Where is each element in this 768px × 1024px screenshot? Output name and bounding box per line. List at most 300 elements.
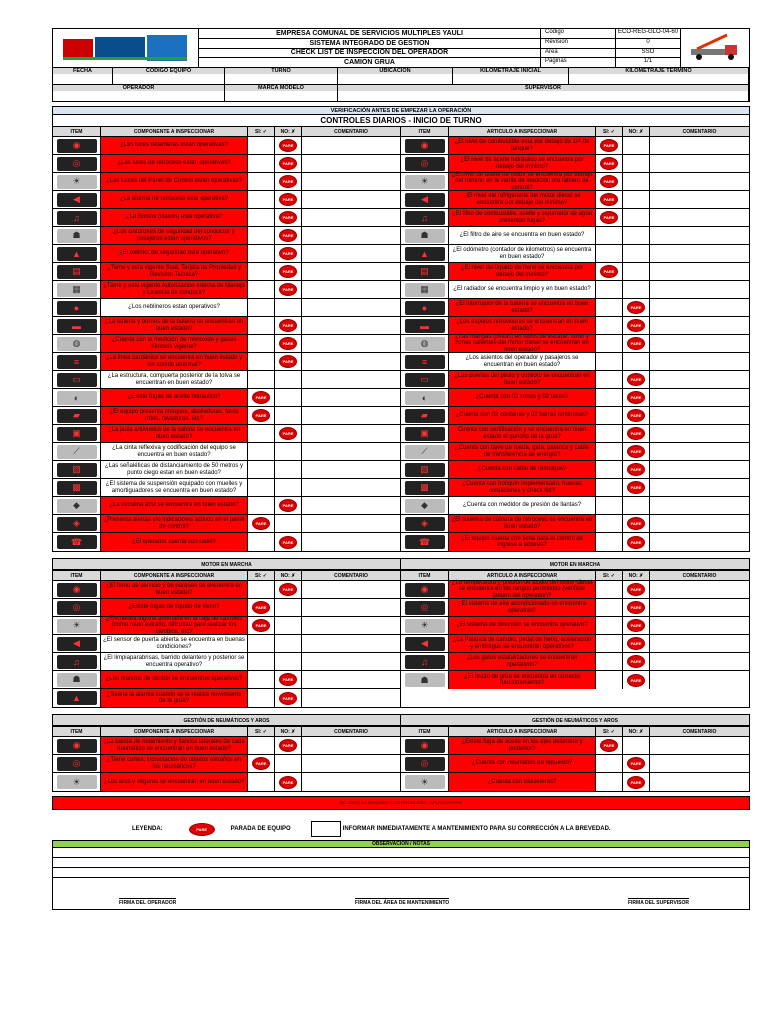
- field-value[interactable]: [338, 91, 749, 101]
- comment-field[interactable]: [650, 671, 749, 689]
- checklist-row: [401, 617, 749, 635]
- inspection-question: ¿La jaula antivuelco de la cabina se encuentra en buen estado?: [101, 425, 248, 442]
- meta-key: Revision: [541, 39, 616, 48]
- no-checkbox[interactable]: [275, 317, 302, 334]
- yes-checkbox[interactable]: [248, 617, 275, 634]
- comment-field[interactable]: [302, 425, 400, 442]
- yes-checkbox[interactable]: [596, 671, 623, 689]
- yes-checkbox[interactable]: [248, 209, 275, 226]
- stop-sign-text: PARE: [282, 341, 294, 346]
- comment-field[interactable]: [650, 773, 749, 791]
- field-label: KILOMETRAJE TERMINO: [569, 68, 749, 74]
- yes-checkbox[interactable]: [596, 191, 623, 208]
- yes-checkbox[interactable]: [248, 335, 275, 352]
- yes-checkbox[interactable]: [596, 497, 623, 514]
- yes-checkbox[interactable]: [248, 689, 275, 707]
- comment-field[interactable]: [302, 335, 400, 352]
- checklist-row: [53, 617, 400, 635]
- yes-checkbox[interactable]: [248, 581, 275, 598]
- no-checkbox[interactable]: [275, 407, 302, 424]
- yes-checkbox[interactable]: [248, 461, 275, 478]
- comment-field[interactable]: [302, 617, 400, 634]
- comment-field[interactable]: [650, 737, 749, 754]
- comment-field[interactable]: [650, 599, 749, 616]
- checklist-row: [53, 371, 400, 389]
- comment-field[interactable]: [650, 461, 749, 478]
- comment-field[interactable]: [302, 671, 400, 688]
- item-icon-cell: [53, 737, 101, 754]
- yes-checkbox[interactable]: [248, 263, 275, 280]
- stop-sign-icon: [600, 175, 618, 188]
- checklist-row: [401, 137, 749, 155]
- no-checkbox[interactable]: [275, 671, 302, 688]
- no-checkbox[interactable]: [275, 389, 302, 406]
- comment-field[interactable]: [650, 533, 749, 551]
- field-value[interactable]: [225, 91, 338, 101]
- no-checkbox[interactable]: [275, 755, 302, 772]
- column-header: SI: ✓: [248, 571, 275, 580]
- yes-checkbox[interactable]: [248, 281, 275, 298]
- yes-checkbox[interactable]: [596, 773, 623, 791]
- no-checkbox[interactable]: [275, 281, 302, 298]
- no-checkbox[interactable]: [275, 353, 302, 370]
- no-checkbox[interactable]: [623, 599, 650, 616]
- yes-checkbox[interactable]: [248, 227, 275, 244]
- stop-sign-icon: [279, 776, 297, 789]
- comment-field[interactable]: [302, 227, 400, 244]
- no-checkbox[interactable]: [275, 155, 302, 172]
- no-checkbox[interactable]: [623, 581, 650, 598]
- comment-field[interactable]: [302, 515, 400, 532]
- yes-checkbox[interactable]: [596, 617, 623, 634]
- comment-field[interactable]: [650, 245, 749, 262]
- comment-field[interactable]: [650, 173, 749, 190]
- column-header: ITEM: [401, 727, 449, 736]
- field-value[interactable]: [113, 74, 225, 84]
- comment-field[interactable]: [302, 635, 400, 652]
- meta-row: [541, 49, 680, 59]
- inspection-question: ¿Los espejos retrovisores se encuentran en buen estado?: [449, 317, 596, 334]
- comment-field[interactable]: [650, 443, 749, 460]
- checklist-row: [53, 773, 400, 791]
- comment-field[interactable]: [302, 371, 400, 388]
- stop-sign-icon: [279, 583, 297, 596]
- comment-field[interactable]: [650, 755, 749, 772]
- stop-sign-icon: [627, 301, 645, 314]
- table-header: [53, 727, 400, 737]
- inspection-question: ¿Presenta alertas y/o indicadores activos en el panel de control?: [101, 515, 248, 532]
- inspection-question: ¿Existe fuga de aceite en los ejes delantero y posterior?: [449, 737, 596, 754]
- no-checkbox[interactable]: [275, 443, 302, 460]
- comment-field[interactable]: [302, 353, 400, 370]
- no-checkbox[interactable]: [623, 533, 650, 551]
- comment-field[interactable]: [650, 317, 749, 334]
- comment-field[interactable]: [650, 299, 749, 316]
- comment-field[interactable]: [650, 479, 749, 496]
- column-header: ITEM: [401, 127, 449, 136]
- yes-checkbox[interactable]: [596, 353, 623, 370]
- inspection-question: ¿El equipo presenta choques, abolladuras, faros rotos, rayaduras, etc?: [101, 407, 248, 424]
- yes-checkbox[interactable]: [248, 155, 275, 172]
- inspection-question: ¿El sensor de puerta abierta se encuentra en buenas condiciones?: [101, 635, 248, 652]
- stop-sign-text: PARE: [630, 449, 642, 454]
- column-header: ITEM: [53, 571, 101, 580]
- yes-checkbox[interactable]: [596, 209, 623, 226]
- no-checkbox[interactable]: [275, 299, 302, 316]
- comment-field[interactable]: [650, 353, 749, 370]
- checklist-row: [53, 533, 400, 551]
- no-checkbox[interactable]: [275, 263, 302, 280]
- comment-field[interactable]: [302, 653, 400, 670]
- yes-checkbox[interactable]: [248, 755, 275, 772]
- comment-field[interactable]: [302, 155, 400, 172]
- comment-field[interactable]: [650, 155, 749, 172]
- comment-field[interactable]: [650, 389, 749, 406]
- yes-checkbox[interactable]: [248, 245, 275, 262]
- checklist-row: [401, 317, 749, 335]
- item-icon-cell: [401, 425, 449, 442]
- comment-field[interactable]: [302, 581, 400, 598]
- obs-line[interactable]: [52, 848, 750, 858]
- yes-checkbox[interactable]: [596, 653, 623, 670]
- yes-checkbox[interactable]: [248, 407, 275, 424]
- comment-field[interactable]: [650, 335, 749, 352]
- field-value[interactable]: [225, 74, 338, 84]
- yes-checkbox[interactable]: [596, 137, 623, 154]
- no-checkbox[interactable]: [275, 497, 302, 514]
- comment-field[interactable]: [302, 755, 400, 772]
- yes-checkbox[interactable]: [596, 173, 623, 190]
- comment-field[interactable]: [650, 617, 749, 634]
- item-icon-cell: [53, 335, 101, 352]
- no-checkbox[interactable]: [275, 581, 302, 598]
- comment-field[interactable]: [650, 515, 749, 532]
- obs-line[interactable]: [52, 868, 750, 878]
- yes-checkbox[interactable]: [596, 425, 623, 442]
- checklist-row: [53, 209, 400, 227]
- yes-checkbox[interactable]: [248, 515, 275, 532]
- comment-field[interactable]: [302, 737, 400, 754]
- no-checkbox[interactable]: [623, 407, 650, 424]
- no-checkbox[interactable]: [623, 389, 650, 406]
- comment-field[interactable]: [302, 317, 400, 334]
- comment-field[interactable]: [302, 443, 400, 460]
- yes-checkbox[interactable]: [248, 737, 275, 754]
- comment-field[interactable]: [302, 209, 400, 226]
- field-label: TURNO: [225, 68, 338, 74]
- checklist-row: [53, 497, 400, 515]
- no-checkbox[interactable]: [275, 137, 302, 154]
- comment-field[interactable]: [650, 209, 749, 226]
- no-checkbox[interactable]: [623, 353, 650, 370]
- comment-field[interactable]: [302, 533, 400, 551]
- yes-checkbox[interactable]: [248, 497, 275, 514]
- yes-checkbox[interactable]: [248, 479, 275, 496]
- no-checkbox[interactable]: [275, 479, 302, 496]
- item-icon-cell: [53, 635, 101, 652]
- stop-sign-text: PARE: [282, 677, 294, 682]
- comment-field[interactable]: [650, 371, 749, 388]
- yes-checkbox[interactable]: [596, 635, 623, 652]
- item-icon-cell: [401, 497, 449, 514]
- comment-field[interactable]: [302, 191, 400, 208]
- comment-field[interactable]: [302, 689, 400, 707]
- yes-checkbox[interactable]: [596, 245, 623, 262]
- no-checkbox[interactable]: [623, 671, 650, 689]
- column-header: COMPONENTE A INSPECCIONAR: [101, 127, 248, 136]
- item-icon: ▤: [57, 265, 97, 279]
- no-checkbox[interactable]: [623, 515, 650, 532]
- no-checkbox[interactable]: [275, 227, 302, 244]
- comment-field[interactable]: [302, 461, 400, 478]
- yes-checkbox[interactable]: [596, 581, 623, 598]
- checklist-row: [401, 599, 749, 617]
- no-checkbox[interactable]: [623, 653, 650, 670]
- item-icon: ▧: [405, 463, 445, 477]
- yes-checkbox[interactable]: [596, 371, 623, 388]
- yes-checkbox[interactable]: [596, 479, 623, 496]
- item-icon: ◀: [57, 193, 97, 207]
- item-icon: ◉: [57, 139, 97, 153]
- meta-value: SSO: [641, 48, 655, 55]
- checklist-row: [401, 155, 749, 173]
- comment-field[interactable]: [650, 635, 749, 652]
- yes-checkbox[interactable]: [596, 407, 623, 424]
- no-checkbox[interactable]: [623, 209, 650, 226]
- inspection-question: ¿El sistema de suspensión equipado con muelles y amortiguadores se encuentra en buen estado?: [101, 479, 248, 496]
- field-value[interactable]: [453, 74, 569, 84]
- no-checkbox[interactable]: [623, 497, 650, 514]
- comment-field[interactable]: [650, 425, 749, 442]
- yes-checkbox[interactable]: [596, 443, 623, 460]
- comment-field[interactable]: [650, 497, 749, 514]
- no-checkbox[interactable]: [623, 425, 650, 442]
- yes-checkbox[interactable]: [248, 443, 275, 460]
- legend-inform-text: INFORMAR INMEDIATAMENTE A MANTENIMIENTO PARA SU CORRECCIÓN A LA BREVEDAD.: [342, 826, 611, 832]
- yes-checkbox[interactable]: [596, 461, 623, 478]
- field-value[interactable]: [569, 74, 749, 84]
- yes-checkbox[interactable]: [248, 635, 275, 652]
- comment-field[interactable]: [302, 281, 400, 298]
- yes-checkbox[interactable]: [248, 425, 275, 442]
- item-icon: ◎: [405, 757, 445, 771]
- item-icon-cell: [53, 209, 101, 226]
- item-icon-cell: [401, 263, 449, 280]
- no-checkbox[interactable]: [275, 635, 302, 652]
- yes-checkbox[interactable]: [248, 299, 275, 316]
- no-checkbox[interactable]: [623, 137, 650, 154]
- no-checkbox[interactable]: [275, 371, 302, 388]
- no-checkbox[interactable]: [275, 653, 302, 670]
- column-header: ARTICULO A INSPECCIONAR: [449, 727, 596, 736]
- inspection-question: ¿Cuenta con cable de remolque?: [449, 461, 596, 478]
- comment-field[interactable]: [302, 479, 400, 496]
- no-checkbox[interactable]: [623, 773, 650, 791]
- obs-line[interactable]: [52, 858, 750, 868]
- yes-checkbox[interactable]: [596, 317, 623, 334]
- no-checkbox[interactable]: [623, 299, 650, 316]
- comment-field[interactable]: [302, 245, 400, 262]
- no-checkbox[interactable]: [623, 755, 650, 772]
- yes-checkbox[interactable]: [596, 755, 623, 772]
- no-checkbox[interactable]: [623, 443, 650, 460]
- stop-sign-text: PARE: [603, 269, 615, 274]
- comment-field[interactable]: [650, 263, 749, 280]
- no-checkbox[interactable]: [623, 617, 650, 634]
- no-checkbox[interactable]: [623, 461, 650, 478]
- no-checkbox[interactable]: [275, 191, 302, 208]
- comment-field[interactable]: [650, 653, 749, 670]
- meta-row: [541, 29, 680, 39]
- no-checkbox[interactable]: [275, 173, 302, 190]
- comment-field[interactable]: [302, 137, 400, 154]
- yes-checkbox[interactable]: [596, 299, 623, 316]
- stop-sign-icon: [627, 373, 645, 386]
- no-checkbox[interactable]: [275, 617, 302, 634]
- yes-checkbox[interactable]: [248, 137, 275, 154]
- stop-sign-icon: [600, 193, 618, 206]
- inspection-question: ¿La Bocina (claxon) esta operativa?: [101, 209, 248, 226]
- comment-field[interactable]: [650, 407, 749, 424]
- comment-field[interactable]: [650, 281, 749, 298]
- yes-checkbox[interactable]: [248, 173, 275, 190]
- yes-checkbox[interactable]: [596, 737, 623, 754]
- legend: [52, 818, 750, 840]
- yes-checkbox[interactable]: [596, 263, 623, 280]
- no-checkbox[interactable]: [623, 479, 650, 496]
- no-checkbox[interactable]: [623, 227, 650, 244]
- yes-checkbox[interactable]: [596, 599, 623, 616]
- meta-row: [541, 58, 680, 67]
- no-checkbox[interactable]: [623, 635, 650, 652]
- comment-field[interactable]: [302, 497, 400, 514]
- no-checkbox[interactable]: [623, 371, 650, 388]
- no-checkbox[interactable]: [275, 737, 302, 754]
- yes-checkbox[interactable]: [248, 317, 275, 334]
- stop-sign-text: PARE: [603, 215, 615, 220]
- yes-checkbox[interactable]: [248, 371, 275, 388]
- inspection-question: ¿Las luces delanteras estan operativas?: [101, 137, 248, 154]
- column-header: SI: ✓: [596, 727, 623, 736]
- no-checkbox[interactable]: [275, 533, 302, 551]
- no-checkbox[interactable]: [275, 689, 302, 707]
- stop-sign-text: PARE: [282, 587, 294, 592]
- item-icon-cell: [401, 635, 449, 652]
- yes-checkbox[interactable]: [596, 335, 623, 352]
- no-checkbox[interactable]: [623, 191, 650, 208]
- item-icon: ◉: [405, 583, 445, 597]
- item-icon-cell: [53, 191, 101, 208]
- item-icon-cell: [53, 353, 101, 370]
- yes-checkbox[interactable]: [596, 389, 623, 406]
- comment-field[interactable]: [302, 263, 400, 280]
- no-checkbox[interactable]: [623, 335, 650, 352]
- no-checkbox[interactable]: [275, 209, 302, 226]
- comment-field[interactable]: [302, 599, 400, 616]
- field-value[interactable]: [53, 74, 113, 84]
- comment-field[interactable]: [302, 407, 400, 424]
- item-icon: ☀: [405, 619, 445, 633]
- yes-checkbox[interactable]: [596, 281, 623, 298]
- no-checkbox[interactable]: [623, 263, 650, 280]
- yes-checkbox[interactable]: [596, 227, 623, 244]
- field-value[interactable]: [338, 74, 453, 84]
- no-checkbox[interactable]: [623, 245, 650, 262]
- inspection-question: ¿El nivel del refrigerante del motor diesel se encuentra por debajo del minimo?: [449, 191, 596, 208]
- item-icon-cell: [53, 155, 101, 172]
- comment-field[interactable]: [302, 299, 400, 316]
- comment-field[interactable]: [302, 173, 400, 190]
- comment-field[interactable]: [650, 227, 749, 244]
- column-header: NO: ✗: [275, 727, 302, 736]
- no-checkbox[interactable]: [623, 155, 650, 172]
- no-checkbox[interactable]: [275, 773, 302, 791]
- stop-sign-icon: [627, 463, 645, 476]
- item-icon: ◆: [405, 499, 445, 513]
- item-icon-cell: [53, 371, 101, 388]
- inspection-question: ¿Encuentra alguna anomalía en la caja de cambios (como ruido extraño, dificultad para realizar los cambios, etc?: [101, 617, 248, 634]
- no-checkbox[interactable]: [623, 737, 650, 754]
- item-icon-cell: [401, 317, 449, 334]
- no-checkbox[interactable]: [623, 317, 650, 334]
- stop-sign-text: PARE: [282, 779, 294, 785]
- checklist-row: [401, 497, 749, 515]
- inspection-question: ¿El odómetro (contador de kilometros) se encuentra en buen estado?: [449, 245, 596, 262]
- item-icon-cell: [401, 191, 449, 208]
- field-value[interactable]: [53, 91, 225, 101]
- yes-checkbox[interactable]: [248, 353, 275, 370]
- column-header: ITEM: [53, 127, 101, 136]
- no-checkbox[interactable]: [623, 173, 650, 190]
- comment-field[interactable]: [650, 581, 749, 598]
- yes-checkbox[interactable]: [248, 533, 275, 551]
- item-icon: ◉: [405, 739, 445, 753]
- no-checkbox[interactable]: [275, 245, 302, 262]
- yes-checkbox[interactable]: [596, 155, 623, 172]
- signature-area[interactable]: [52, 878, 750, 910]
- comment-field[interactable]: [650, 191, 749, 208]
- inspection-question: ¿El nivel del líquido de freno se encuentra por debajo del minimo?: [449, 263, 596, 280]
- yes-checkbox[interactable]: [248, 653, 275, 670]
- no-checkbox[interactable]: [275, 425, 302, 442]
- yes-checkbox[interactable]: [248, 671, 275, 688]
- stop-sign-text: PARE: [630, 521, 642, 526]
- yes-checkbox[interactable]: [248, 773, 275, 791]
- comment-field[interactable]: [302, 773, 400, 791]
- yes-checkbox[interactable]: [248, 389, 275, 406]
- stop-sign-text: PARE: [630, 605, 642, 610]
- yes-checkbox[interactable]: [596, 533, 623, 551]
- no-checkbox[interactable]: [275, 335, 302, 352]
- yes-checkbox[interactable]: [248, 191, 275, 208]
- no-checkbox[interactable]: [275, 599, 302, 616]
- checklist-column: [401, 726, 750, 792]
- checklist-row: [53, 173, 400, 191]
- yes-checkbox[interactable]: [248, 599, 275, 616]
- yes-checkbox[interactable]: [596, 515, 623, 532]
- stop-sign-text: PARE: [282, 233, 294, 238]
- comment-field[interactable]: [302, 389, 400, 406]
- no-checkbox[interactable]: [275, 515, 302, 532]
- item-icon-cell: [53, 245, 101, 262]
- inspection-question: ¿La Palanca de cambio, pedal de freno, aceleración y embrague se encuentran operativos?: [449, 635, 596, 652]
- item-icon-cell: [401, 581, 449, 598]
- comment-field[interactable]: [650, 137, 749, 154]
- no-checkbox[interactable]: [623, 281, 650, 298]
- no-checkbox[interactable]: [275, 461, 302, 478]
- tires-title-right: GESTIÓN DE NEUMÁTICOS Y AROS: [401, 714, 750, 726]
- legend-empty-box: [311, 821, 341, 837]
